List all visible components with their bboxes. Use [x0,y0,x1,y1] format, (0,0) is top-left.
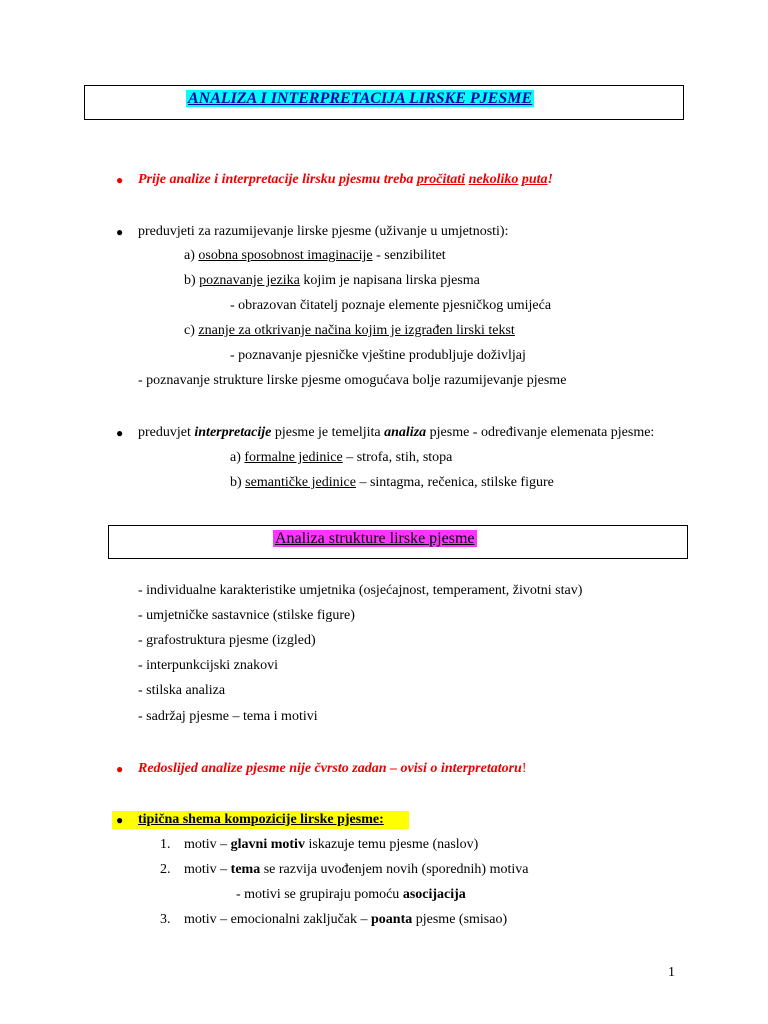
list-item: - grafostruktura pjesme (izgled) [138,633,316,648]
bullet-icon: ● [116,762,124,776]
interp-item-b: b) semantičke jedinice – sintagma, rečenica, stilske figure [230,475,554,490]
note1-underline-3: puta [521,172,548,187]
struct-title [273,529,477,549]
bullet-icon: ● [116,173,124,187]
note-order-not-fixed: Redoslijed analize pjesme nije čvrsto zadan – ovisi o interpretatoru! [138,761,527,776]
scheme-title: tipična shema kompozicije lirske pjesme: [138,812,384,827]
prereq-item-a: a) osobna sposobnost imaginacije - senzibilitet [184,248,446,263]
list-item: - umjetničke sastavnice (stilske figure) [138,608,355,623]
list-item: - sadržaj pjesme – tema i motivi [138,709,318,724]
prereq-item-b: b) poznavanje jezika kojim je napisana lirska pjesma [184,273,480,288]
scheme-item-2: 2. [160,862,171,877]
page-title [186,89,534,109]
scheme-item-3: 3. [160,912,171,927]
prereq-intro: preduvjeti za razumijevanje lirske pjesme (uživanje u umjetnosti): [138,224,509,239]
struct-title-text: Analiza strukture lirske pjesme [275,530,475,547]
prereq-item-c-sub: - poznavanje pjesničke vještine produbljuje doživljaj [230,348,526,363]
list-item: - individualne karakteristike umjetnika (osjećajnost, temperament, životni stav) [138,583,583,598]
interp-intro: preduvjet interpretacije pjesme je temeljita analiza pjesme - određivanje elemenata pjesme: [138,425,655,440]
bullet-icon: ● [116,225,124,239]
scheme-item-1-text: motiv – glavni motiv iskazuje temu pjesme (naslov) [184,837,479,852]
bullet-icon: ● [116,813,124,827]
scheme-item-2-text: motiv – tema se razvija uvođenjem novih (sporednih) motiva [184,862,529,877]
prereq-summary: - poznavanje strukture lirske pjesme omogućava bolje razumijevanje pjesme [138,373,567,388]
bullet-icon: ● [116,426,124,440]
scheme-item-2-sub: - motivi se grupiraju pomoću asocijacija [236,887,466,902]
note1-underline-2: nekoliko [468,172,519,187]
scheme-item-3-text: motiv – emocionalni zaključak – poanta pjesme (smisao) [184,912,508,927]
list-item: - stilska analiza [138,683,226,698]
page-title-text: ANALIZA I INTERPRETACIJA LIRSKE PJESME [188,90,533,107]
note1-text: Prije analize i interpretacije lirsku pjesmu treba [138,172,417,187]
scheme-item-1: 1. [160,837,171,852]
prereq-item-b-sub: - obrazovan čitatelj poznaje elemente pjesničkog umijeća [230,298,552,313]
page-number: 1 [668,965,675,980]
list-item: - interpunkcijski znakovi [138,658,278,673]
note-read-several-times: Prije analize i interpretacije lirsku pjesmu treba pročitati nekoliko puta! [138,172,553,187]
interp-item-a: a) formalne jedinice – strofa, stih, stopa [230,450,453,465]
note1-underline-1: pročitati [416,172,466,187]
prereq-item-c: c) znanje za otkrivanje načina kojim je izgrađen lirski tekst [184,323,515,338]
